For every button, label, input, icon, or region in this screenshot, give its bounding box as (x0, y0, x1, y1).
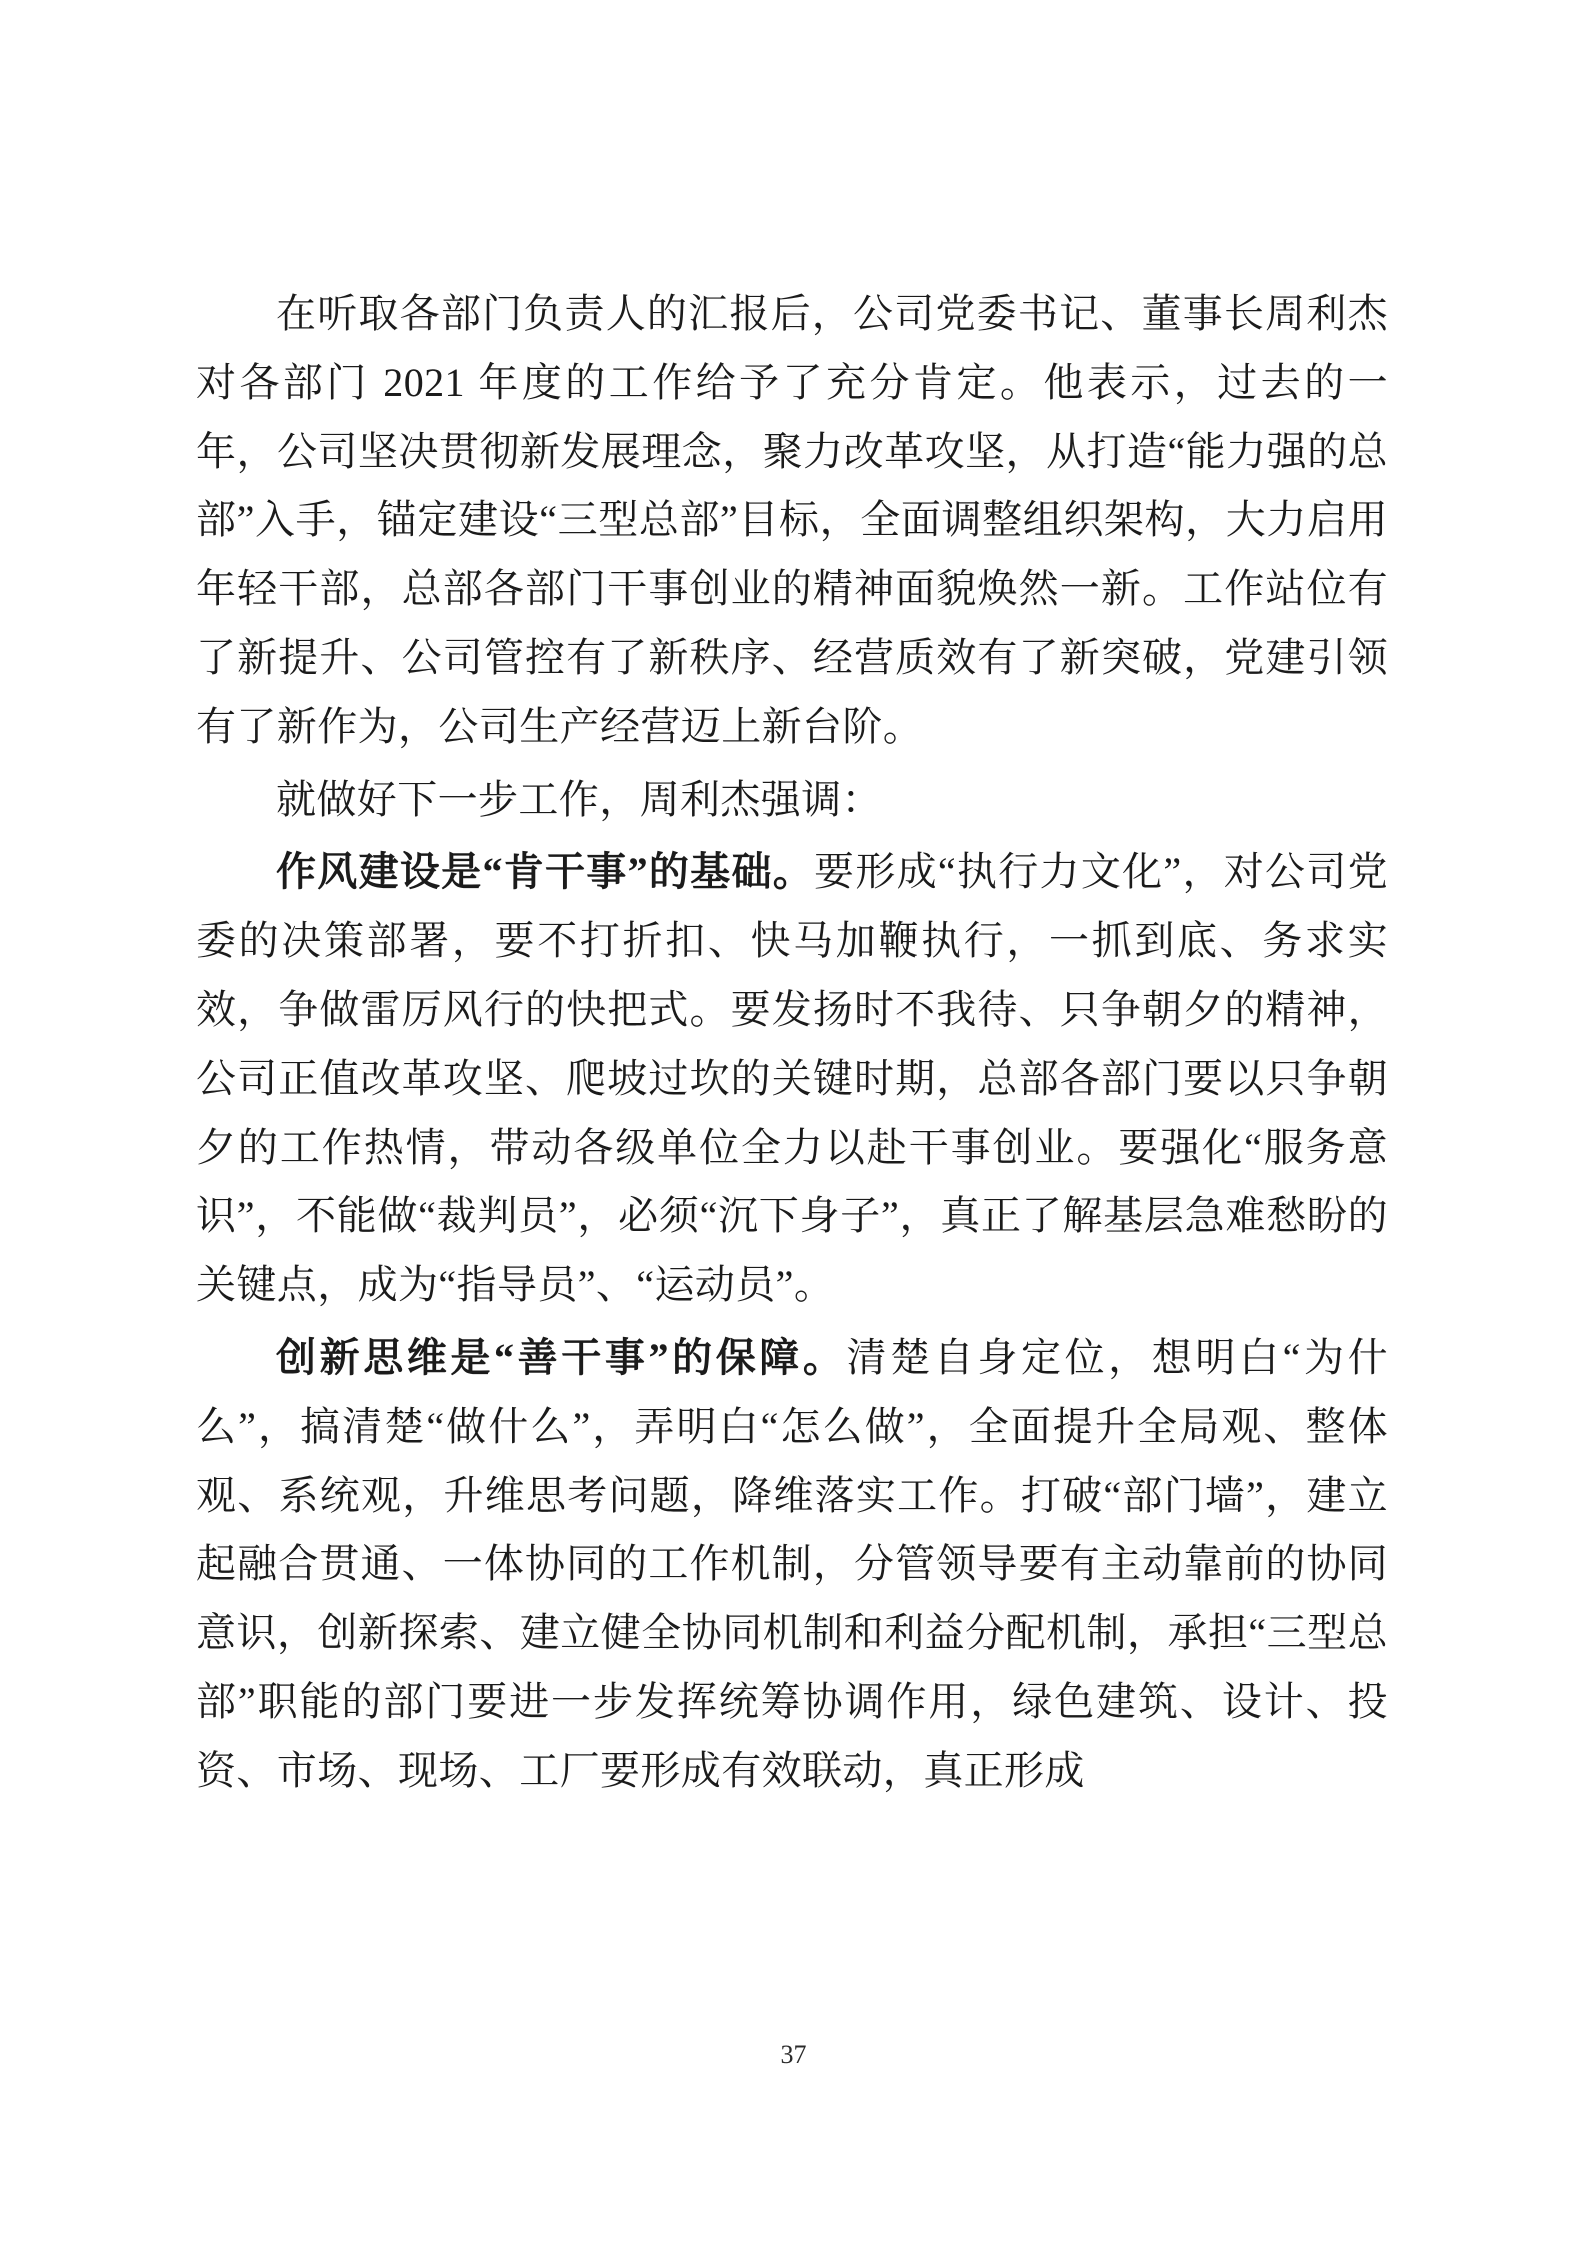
paragraph-4-lead: 创新思维是“善干事”的保障。 (276, 1334, 847, 1380)
paragraph-4-text: 清楚自身定位，想明白“为什么”，搞清楚“做什么”，弄明白“怎么做”，全面提升全局观、整体观、系统观，升维思考问题，降维落实工作。打破“部门墙”，建立起融合贯通、一体协同的工作机制，分管领导要有主动靠前的协同意识，创新探索、建立健全协同机制和利益分配机制，承担“三型总部”职能的部门要进一步发挥统筹协调作用，绿色建筑、设计、投资、市场、现场、工厂要形成有效联动，真正形成 (196, 1334, 1388, 1793)
paragraph-2 (196, 766, 1388, 835)
paragraph-3-lead: 作风建设是“肯干事”的基础。 (276, 849, 815, 895)
paragraph-4 (196, 1324, 1388, 1806)
paragraph-3-text: 要形成“执行力文化”，对公司党委的决策部署，要不打折扣、快马加鞭执行，一抓到底、务求实效，争做雷厉风行的快把式。要发扬时不我待、只争朝夕的精神，公司正值改革攻坚、爬坡过坎的关键时期，总部各部门要以只争朝夕的工作热情，带动各级单位全力以赴干事创业。要强化“服务意识”，不能做“裁判员”，必须“沉下身子”，真正了解基层急难愁盼的关键点，成为“指导员”、“运动员”。 (196, 849, 1388, 1308)
page-body (196, 280, 1388, 1810)
paragraph-1-text: 在听取各部门负责人的汇报后，公司党委书记、董事长周利杰对各部门 2021 年度的工作给予了充分肯定。他表示，过去的一年，公司坚决贯彻新发展理念，聚力改革攻坚，从打造“能力强的总部”入手，锚定建设“三型总部”目标，全面调整组织架构，大力启用年轻干部，总部各部门干事创业的精神面貌焕然一新。工作站位有了新提升、公司管控有了新秩序、经营质效有了新突破，党建引领有了新作为，公司生产经营迈上新台阶。 (196, 291, 1388, 749)
page-number: 37 (780, 2040, 807, 2069)
paragraph-1 (196, 280, 1388, 762)
paragraph-3 (196, 838, 1388, 1320)
paragraph-2-text: 就做好下一步工作，周利杰强调： (276, 776, 882, 822)
